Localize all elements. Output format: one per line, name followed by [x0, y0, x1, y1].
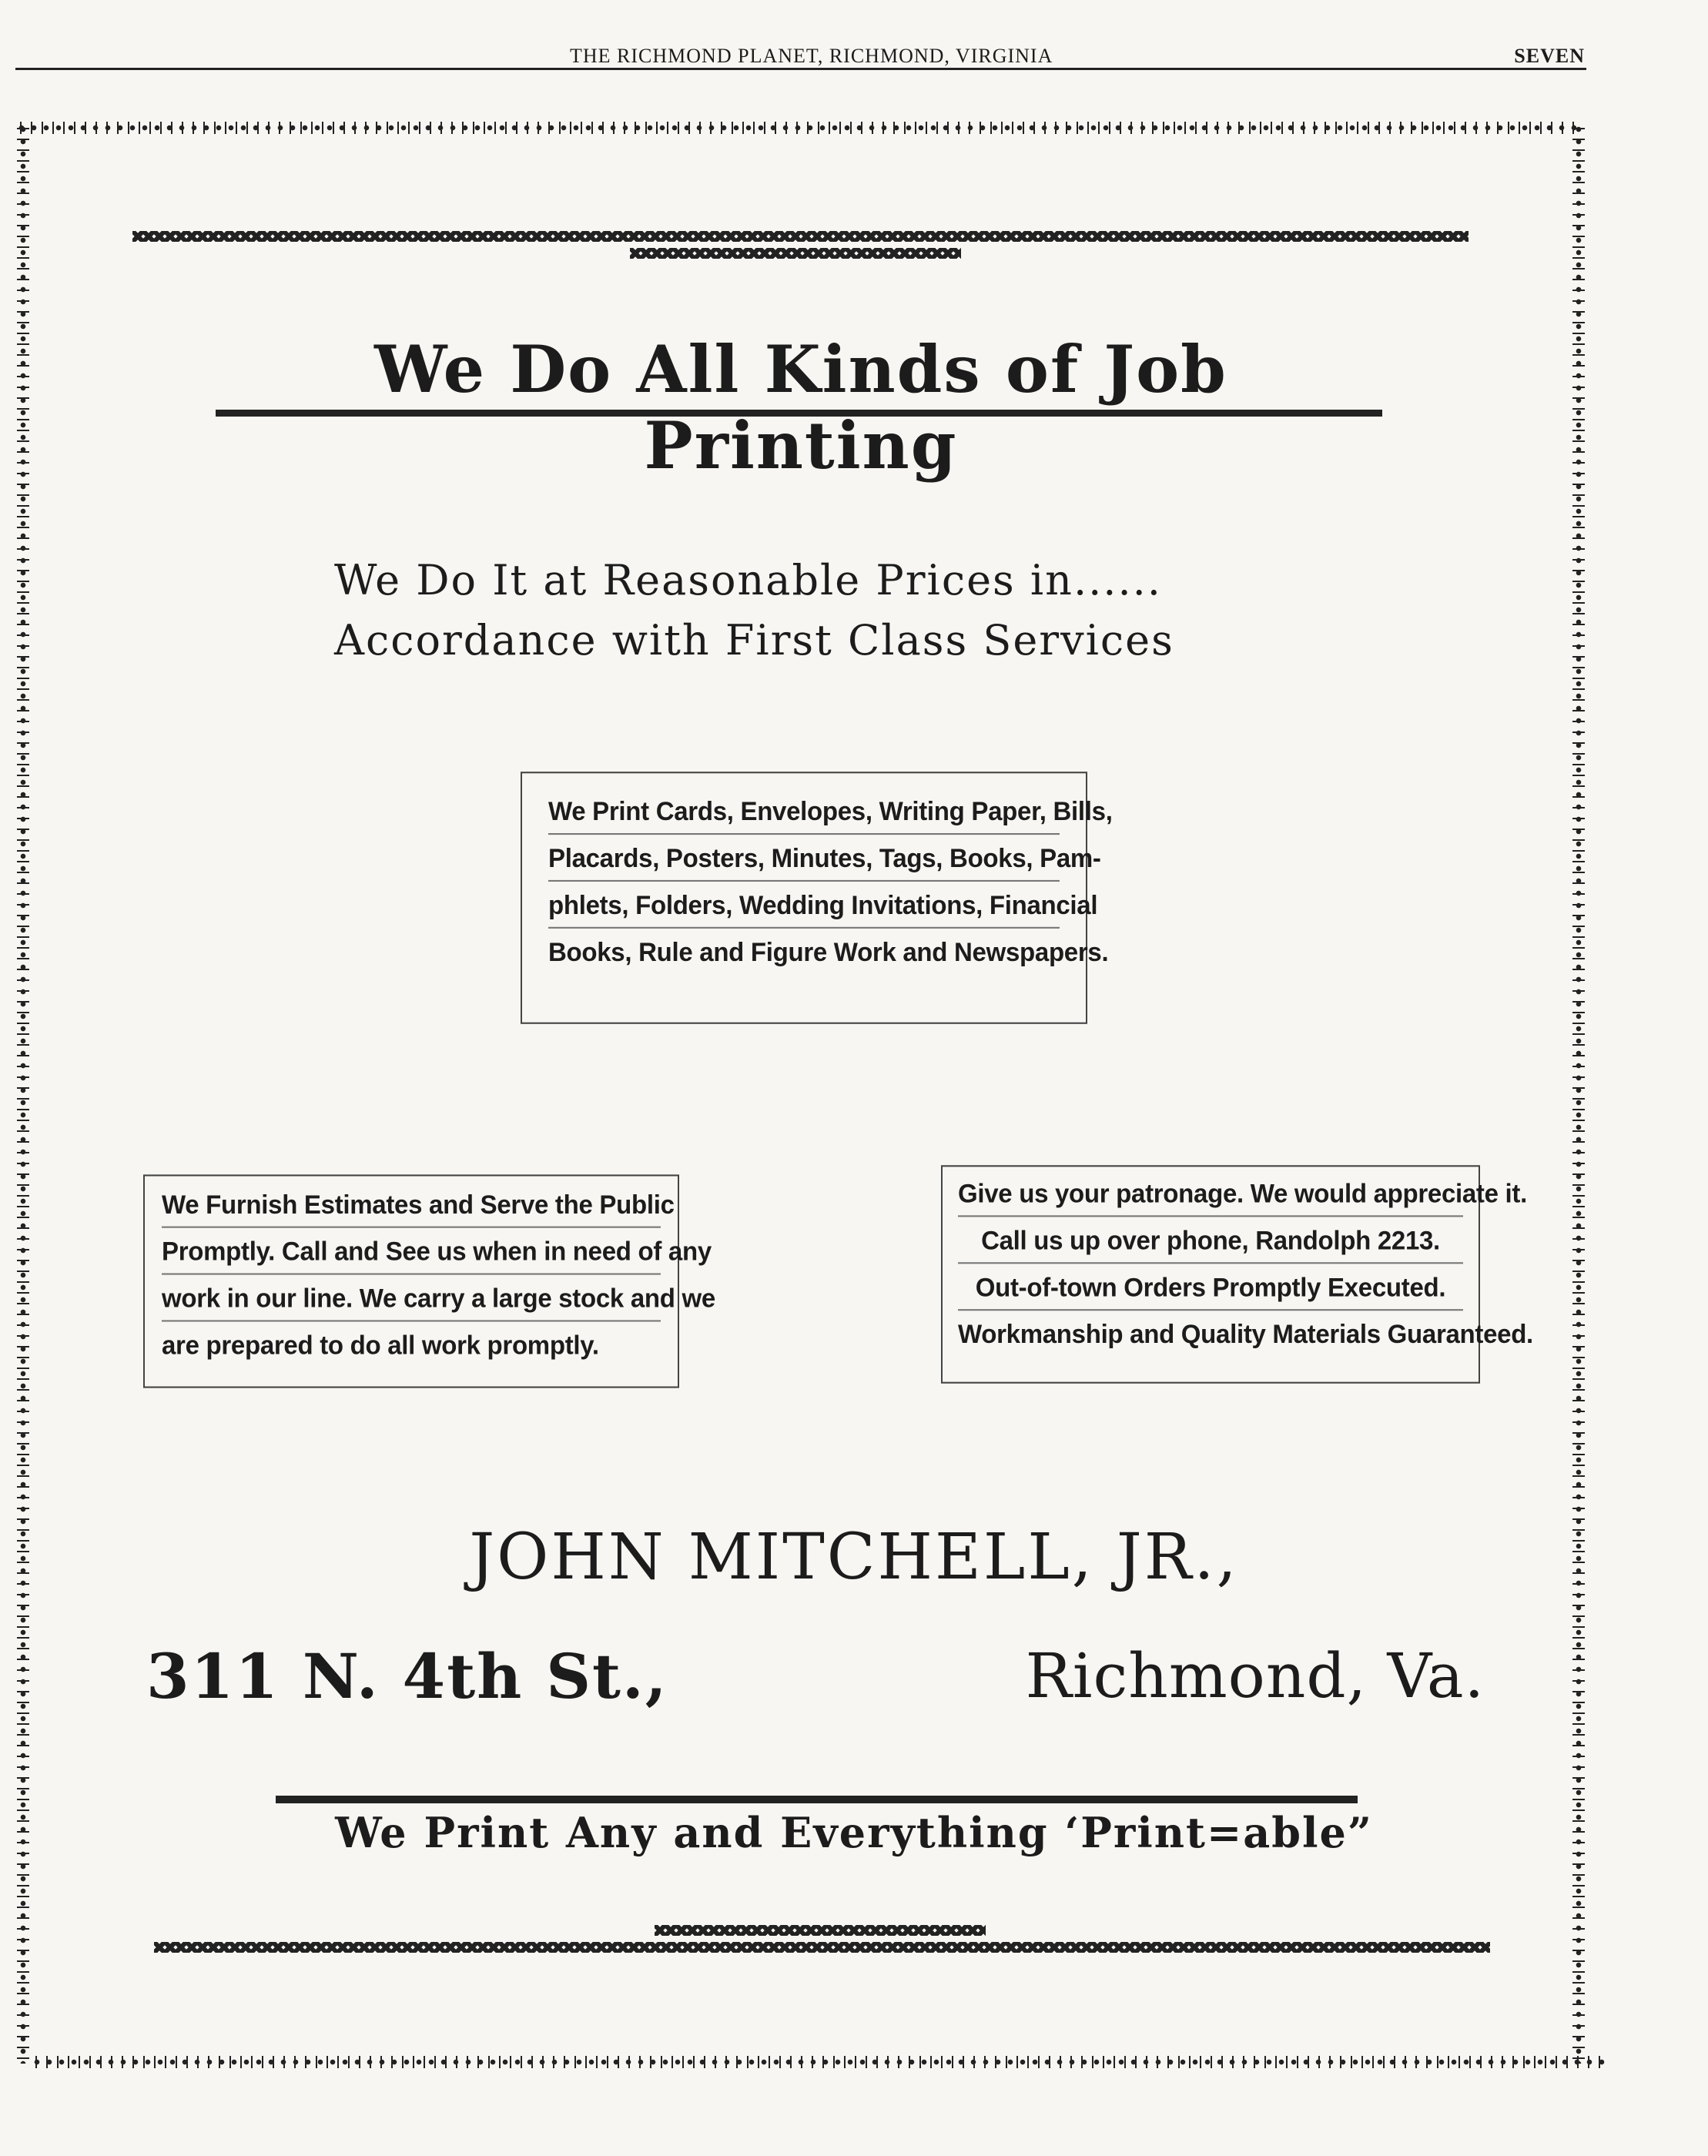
border-bottom-ornament [31, 2056, 1609, 2068]
services-box [521, 772, 1113, 1024]
bottom-ornament-narrow [655, 1925, 986, 1936]
subheadline-line-2: Accordance with First Class Services [334, 616, 1174, 665]
border-right-ornament [1572, 123, 1585, 2064]
patronage-line: Call us up over phone, Randolph 2213. [958, 1217, 1463, 1264]
estimates-line: are prepared to do all work promptly. [162, 1330, 599, 1360]
services-line: We Print Cards, Envelopes, Writing Paper, Bills, [548, 788, 1060, 835]
newspaper-title: THE RICHMOND PLANET, RICHMOND, VIRGINIA [570, 45, 1053, 67]
top-ornament-wide [132, 231, 1469, 242]
patronage-line: Workmanship and Quality Materials Guaranteed. [958, 1318, 1533, 1349]
header-rule [15, 68, 1586, 70]
subheadline-line-1: We Do It at Reasonable Prices in...... [334, 556, 1162, 604]
tagline-rule [276, 1796, 1358, 1803]
patronage-line: Give us your patronage. We would appreciate it. [958, 1170, 1463, 1217]
border-left-ornament [17, 123, 29, 2064]
headline-underline [216, 410, 1382, 417]
services-line: Books, Rule and Figure Work and Newspapers. [548, 936, 1109, 967]
patronage-line: Out-of-town Orders Promptly Executed. [958, 1264, 1463, 1311]
city-address: Richmond, Va. [1025, 1640, 1485, 1712]
services-line: phlets, Folders, Wedding Invitations, Financial [548, 882, 1060, 929]
running-head [0, 45, 1708, 75]
estimates-line: Promptly. Call and See us when in need of any [162, 1228, 661, 1275]
bottom-ornament-wide [154, 1942, 1490, 1953]
estimates-line: We Furnish Estimates and Serve the Public [162, 1181, 661, 1228]
border-top-ornament [15, 122, 1582, 134]
top-ornament-narrow [630, 248, 961, 259]
page-number: SEVEN [1514, 45, 1585, 67]
tagline: We Print Any and Everything ‘Print=able” [335, 1808, 1373, 1857]
estimates-box [143, 1174, 715, 1388]
street-address: 311 N. 4th St., [146, 1640, 668, 1712]
estimates-line: work in our line. We carry a large stock and we [162, 1275, 661, 1322]
proprietor-name: JOHN MITCHELL, JR., [469, 1521, 1239, 1594]
headline: We Do All Kinds of Job Printing [374, 331, 1227, 484]
patronage-box [941, 1165, 1533, 1384]
services-line: Placards, Posters, Minutes, Tags, Books, Pam- [548, 835, 1060, 882]
